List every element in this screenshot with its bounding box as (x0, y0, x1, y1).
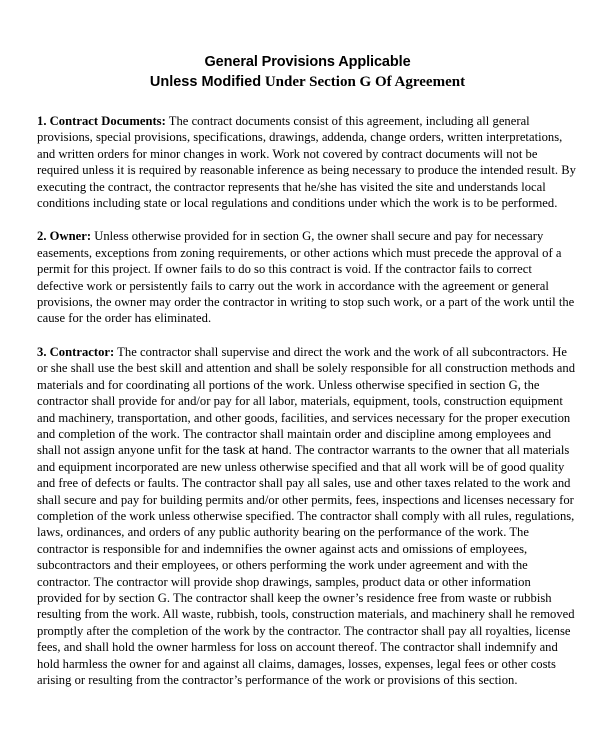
section-heading: Contractor: (49, 344, 115, 359)
section-number: 1. (37, 114, 47, 128)
title-line-2-part-1: Unless Modified (149, 74, 262, 90)
section-body: The contract documents consist of this agreement, including all general provisions, special provisions, specifications, drawings, addenda, change orders, written interpretations, and written orders for minor changes in work. Work not covered by contract documents will not be required unless it is required by reasonable inference as being necessary to produce the intended result. By executing the contract, the contractor represents that he/she has visited the site and understands local conditions including state or local regulations and conditions under which the work is to be performed. (37, 114, 576, 211)
title-line-2-part-2: Under Section G Of Agreement (261, 74, 466, 90)
section-body-part-2: The contractor warrants to the owner that all materials and equipment incorporated are new unless otherwise specified and that all work will be of good quality and free of defects or faults. The contractor shall pay all sales, use and other taxes related to the work and shall secure and pay for building permits and/or other permits, fees, inspections and licenses necessary for completion of the work unless otherwise specified. The contractor shall comply with all rules, regulations, laws, ordinances, and orders of any public authority bearing on the performance of the work. The contractor is responsible for and indemnifies the owner against acts and omissions of employees, subcontractors and their employees, or others performing the work under agreement and with the contractor. The contractor will provide shop drawings, samples, product data or other information provided for by section G. The contractor shall keep the owner’s residence free from waste or rubbish resulting from the work. All waste, rubbish, tools, construction materials, and machinery shall he removed promptly after the completion of the work by the contractor. The contractor shall pay all royalties, license fees, and shall hold the owner harmless for loss on account thereof. The contractor shall indemnify and hold harmless the owner for and against all claims, damages, losses, expenses, legal fees or other costs arising or resulting from the contractor’s performance of the work or provisions of this section. (37, 443, 575, 687)
section-number: 2. (37, 229, 47, 244)
section-body: Unless otherwise provided for in section G, the owner shall secure and pay for necessary easements, exceptions from zoning requirements, or other actions which must precede the approval of a permit for this project. If owner fails to do so this contract is void. If the contractor fails to correct defective work or persistently fails to carry out the work in accordance with the agreement or general provisions, the owner may order the contractor in writing to stop such work, or a part of the work until the cause for the order has eliminated. (37, 229, 575, 326)
section-contract-documents (37, 113, 578, 211)
section-owner (37, 228, 578, 326)
title-line-2 (37, 72, 578, 92)
section-number: 3. (37, 344, 47, 359)
section-body-part-1: The contractor shall supervise and direct the work and the work of all subcontractors. He or she shall use the best skill and attention and shall be solely responsible for all construction methods and materials and for coordinating all portions of the work. Unless otherwise specified in section G, the contractor shall provide for and/or pay for all labor, materials, equipment, tools, construction equipment and machinery, transportation, and other goods, facilities, and services necessary for the proper execution and completion of the work. The contractor shall maintain order and discipline among employees and shall not assign anyone unfit for (37, 344, 576, 458)
section-heading: Contract Documents: (49, 114, 166, 128)
title-line-1: General Provisions Applicable (204, 54, 411, 70)
section-body-sans-phrase: the task at hand. (202, 443, 292, 458)
section-contractor (37, 344, 578, 689)
document-title (37, 52, 578, 92)
section-heading: Owner: (49, 229, 92, 244)
